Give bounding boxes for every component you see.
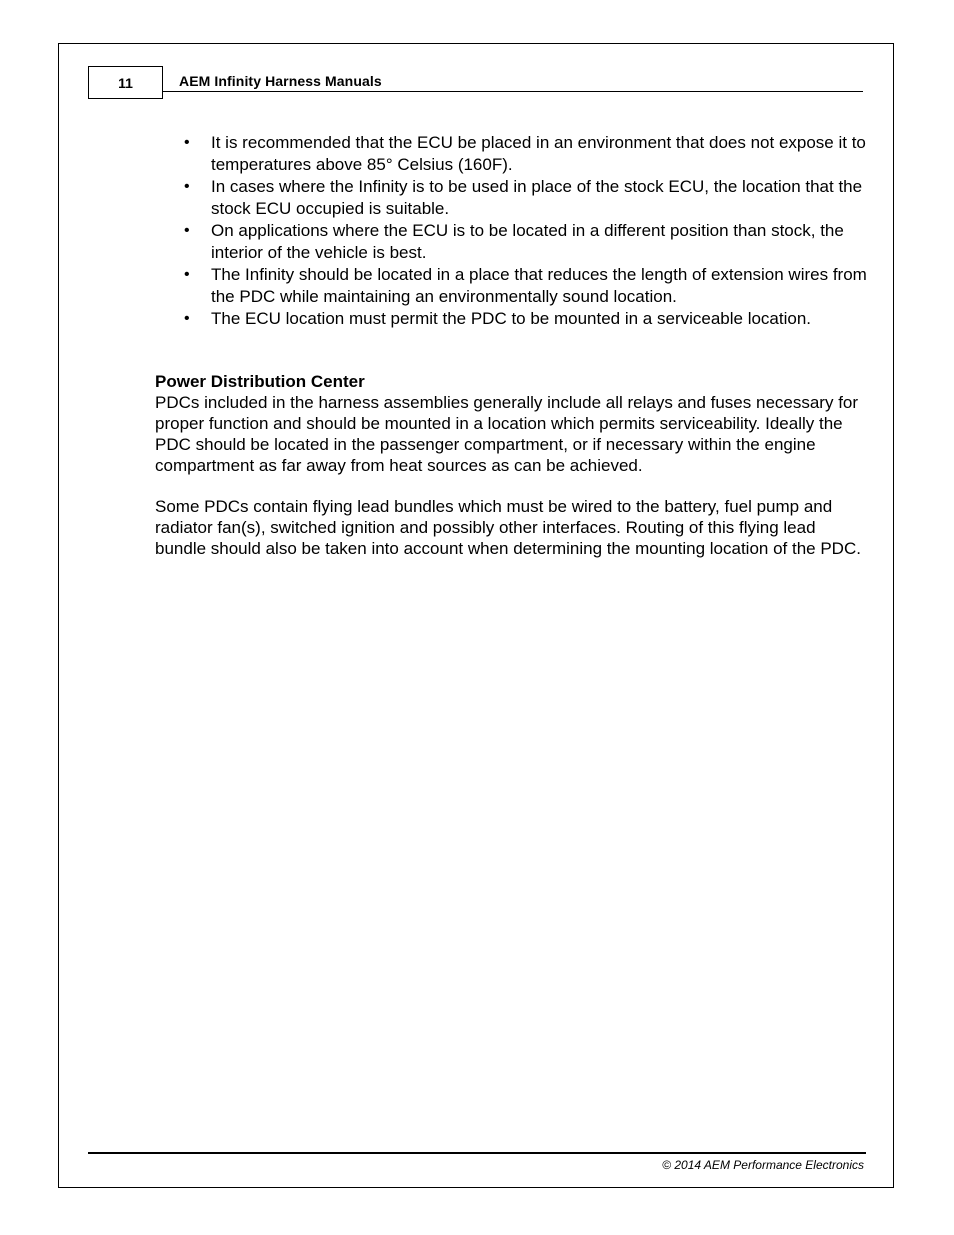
pdc-section [155, 371, 865, 579]
bullet-icon: • [184, 134, 190, 151]
bullet-icon: • [184, 266, 190, 283]
list-item-text: On applications where the ECU is to be located in a different position than stock, the interior of the vehicle is best. [211, 221, 844, 262]
list-item [180, 264, 870, 308]
list-item-text: In cases where the Infinity is to be used in place of the stock ECU, the location that the stock ECU occupied is suitable. [211, 177, 863, 218]
section-paragraph: PDCs included in the harness assemblies generally include all relays and fuses necessary for proper function and should be mounted in a location which permits serviceability. Ideally the PDC should be located in the passenger compartment, or if necessary within the engine compartment as far away from heat sources as can be achieved. [155, 393, 859, 475]
section-heading: Power Distribution Center [155, 372, 365, 391]
bullet-icon: • [184, 310, 190, 327]
list-item-text: It is recommended that the ECU be placed in an environment that does not expose it to temperatures above 85° Celsius (160F). [211, 133, 866, 174]
list-item [180, 308, 870, 330]
list-item [180, 220, 870, 264]
list-item-text: The Infinity should be located in a place that reduces the length of extension wires from the PDC while maintaining an environmentally sound location. [211, 265, 867, 306]
footer-copyright: © 2014 AEM Performance Electronics [662, 1158, 864, 1172]
list-item [180, 176, 870, 220]
bullet-list [180, 132, 870, 330]
section-paragraph: Some PDCs contain flying lead bundles which must be wired to the battery, fuel pump and radiator fan(s), switched ignition and possibly other interfaces. Routing of this flying lead bundle should also be taken into account when determining the mounting location of the PDC. [155, 497, 861, 558]
list-item-text: The ECU location must permit the PDC to be mounted in a serviceable location. [211, 309, 812, 328]
header-title: AEM Infinity Harness Manuals [179, 73, 382, 89]
footer-divider [88, 1152, 866, 1154]
bullet-icon: • [184, 222, 190, 239]
list-item [180, 132, 870, 176]
header-divider [162, 91, 863, 92]
page-number: 11 [88, 66, 163, 99]
bullet-icon: • [184, 178, 190, 195]
